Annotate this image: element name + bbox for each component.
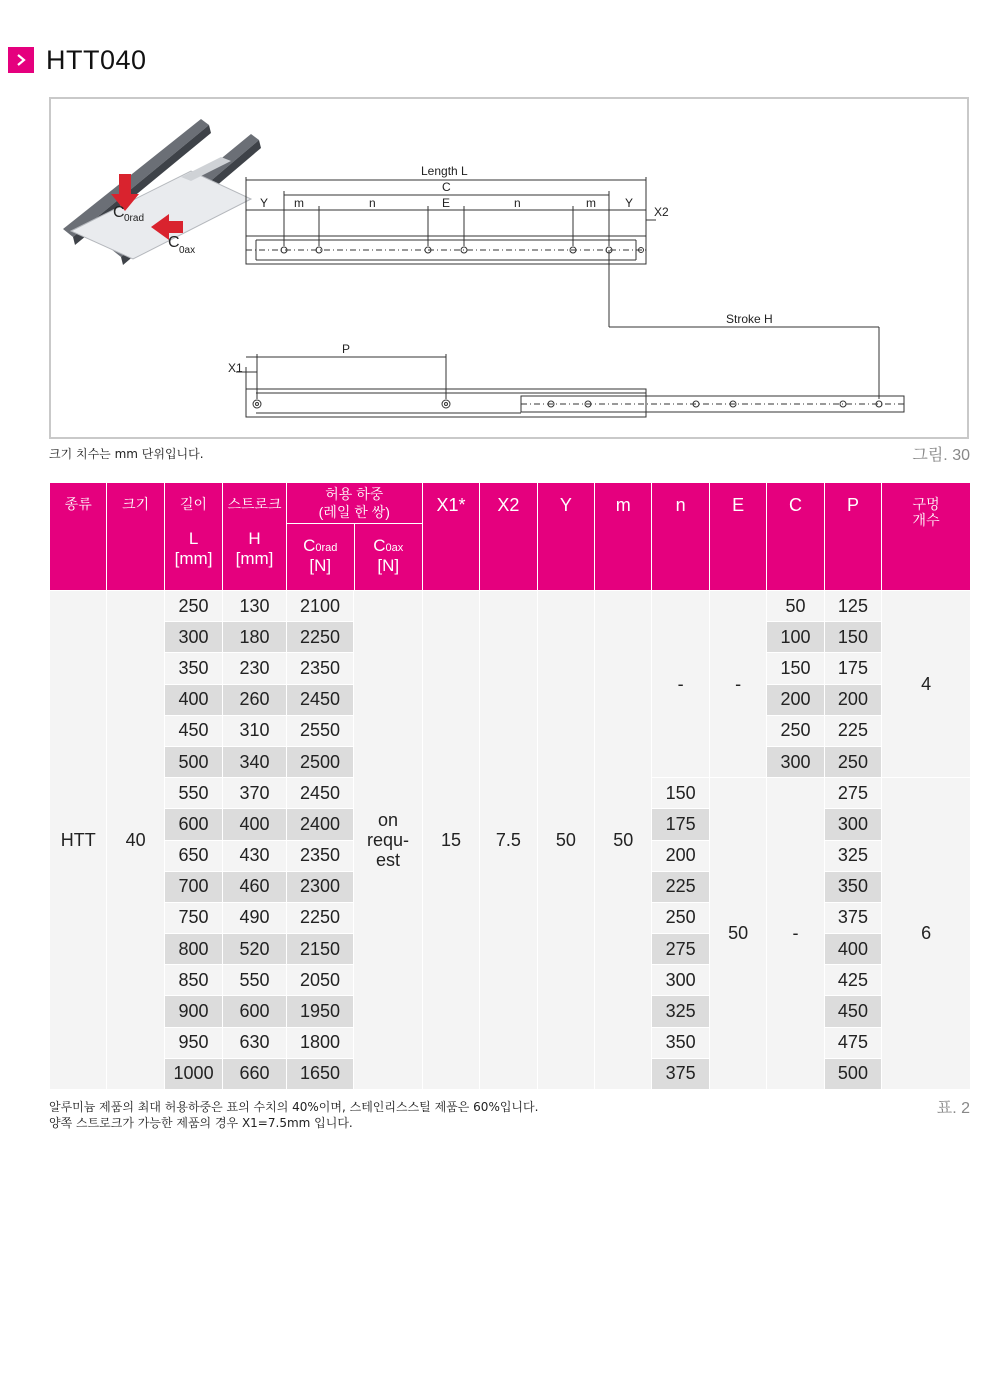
c-dim-label: C [442, 180, 451, 194]
c0rad-cell: 2350 [286, 840, 354, 871]
col-load: 허용 하중 (레일 한 쌍) C0rad [N] C0ax [N] [286, 483, 422, 591]
length-cell: 400 [164, 684, 222, 715]
e-label: E [442, 196, 451, 210]
x2-cell: 7.5 [480, 591, 537, 1090]
footnote-1: 알루미늄 제품의 최대 허용하중은 표의 수치의 40%이며, 스테인리스스틸 제품은 60%입니다. [49, 1100, 539, 1114]
e-cell: - [709, 591, 766, 778]
p-cell: 150 [824, 622, 881, 653]
c-cell: 150 [767, 653, 824, 684]
length-cell: 350 [164, 653, 222, 684]
c0rad-cell: 1800 [286, 1027, 354, 1058]
m-left-label: m [294, 196, 304, 210]
p-cell: 350 [824, 871, 881, 902]
c0rad-cell: 2250 [286, 902, 354, 933]
n-left-label: n [369, 196, 376, 210]
length-cell: 300 [164, 622, 222, 653]
c0rad-cell: 2300 [286, 871, 354, 902]
c0rad-cell: 1650 [286, 1058, 354, 1089]
p-cell: 250 [824, 746, 881, 777]
x1-label: X1 [228, 361, 243, 375]
c0ax-label: C [168, 234, 180, 251]
stroke-cell: 180 [223, 622, 286, 653]
c0rad-label: C [113, 204, 125, 221]
c0rad-header: C [303, 536, 316, 555]
page-title: HTT040 [46, 44, 147, 75]
n-cell: - [652, 591, 709, 778]
c-cell: 100 [767, 622, 824, 653]
p-cell: 200 [824, 684, 881, 715]
spec-table [49, 482, 971, 1090]
col-x1: X1* [422, 483, 479, 591]
col-m: m [595, 483, 652, 591]
p-cell: 375 [824, 902, 881, 933]
c0rad-cell: 2150 [286, 934, 354, 965]
stroke-label: Stroke H [726, 312, 773, 326]
col-y: Y [537, 483, 594, 591]
n-cell: 325 [652, 996, 709, 1027]
c-cell: 250 [767, 715, 824, 746]
stroke-cell: 310 [223, 715, 286, 746]
stroke-cell: 260 [223, 684, 286, 715]
c0rad-cell: 2350 [286, 653, 354, 684]
length-cell: 250 [164, 591, 222, 622]
length-cell: 850 [164, 965, 222, 996]
y-cell: 50 [537, 591, 594, 1090]
p-cell: 325 [824, 840, 881, 871]
n-cell: 375 [652, 1058, 709, 1089]
y-right-label: Y [625, 196, 634, 210]
length-cell: 950 [164, 1027, 222, 1058]
stroke-cell: 490 [223, 902, 286, 933]
col-n: n [652, 483, 709, 591]
col-x2: X2 [480, 483, 537, 591]
spec-table-body [50, 591, 971, 1090]
c-cell: - [767, 778, 824, 1090]
c0rad-sub: 0rad [124, 213, 145, 224]
holes-cell: 6 [882, 778, 971, 1090]
c0rad-cell: 2450 [286, 684, 354, 715]
p-cell: 425 [824, 965, 881, 996]
c0rad-cell: 2250 [286, 622, 354, 653]
length-cell: 500 [164, 746, 222, 777]
n-cell: 225 [652, 871, 709, 902]
p-cell: 400 [824, 934, 881, 965]
type-cell: HTT [50, 591, 107, 1090]
e-cell: 50 [709, 778, 766, 1090]
stroke-cell: 520 [223, 934, 286, 965]
length-cell: 450 [164, 715, 222, 746]
p-cell: 125 [824, 591, 881, 622]
col-p: P [824, 483, 881, 591]
stroke-cell: 660 [223, 1058, 286, 1089]
c0ax-cell: on requ- est [354, 591, 423, 1090]
n-cell: 250 [652, 902, 709, 933]
c-cell: 300 [767, 746, 824, 777]
p-cell: 225 [824, 715, 881, 746]
col-stroke: 스트로크 H [mm] [223, 483, 286, 591]
c-cell: 200 [767, 684, 824, 715]
n-cell: 300 [652, 965, 709, 996]
c-cell: 50 [767, 591, 824, 622]
table-row [50, 591, 971, 622]
c0rad-cell: 2100 [286, 591, 354, 622]
n-cell: 200 [652, 840, 709, 871]
col-size: 크기 [107, 483, 164, 591]
p-cell: 500 [824, 1058, 881, 1089]
chevron-right-icon [8, 47, 34, 73]
stroke-cell: 230 [223, 653, 286, 684]
x2-label: X2 [654, 205, 669, 219]
c0rad-cell: 2450 [286, 778, 354, 809]
col-holes: 구멍 개수 [882, 483, 971, 591]
length-cell: 550 [164, 778, 222, 809]
col-type: 종류 [50, 483, 107, 591]
x1-cell: 15 [422, 591, 479, 1090]
length-cell: 750 [164, 902, 222, 933]
c0rad-cell: 1950 [286, 996, 354, 1027]
rail-extended-view [236, 354, 904, 417]
dimension-drawing [49, 97, 969, 439]
c0rad-cell: 2400 [286, 809, 354, 840]
stroke-cell: 130 [223, 591, 286, 622]
length-cell: 900 [164, 996, 222, 1027]
stroke-cell: 400 [223, 809, 286, 840]
p-cell: 175 [824, 653, 881, 684]
length-cell: 700 [164, 871, 222, 902]
n-cell: 350 [652, 1027, 709, 1058]
holes-cell: 4 [882, 591, 971, 778]
stroke-cell: 460 [223, 871, 286, 902]
p-cell: 275 [824, 778, 881, 809]
length-cell: 800 [164, 934, 222, 965]
stroke-cell: 550 [223, 965, 286, 996]
figure-caption: 크기 치수는 mm 단위입니다. [49, 447, 204, 461]
length-cell: 650 [164, 840, 222, 871]
c0ax-header: C [373, 536, 386, 555]
c0rad-cell: 2500 [286, 746, 354, 777]
y-left-label: Y [260, 196, 269, 210]
n-cell: 150 [652, 778, 709, 809]
figure-number: 그림. 30 [912, 447, 970, 464]
col-length: 길이 L [mm] [164, 483, 222, 591]
p-label: P [342, 342, 351, 356]
top-view-labels [260, 164, 669, 219]
size-cell: 40 [107, 591, 164, 1090]
n-cell: 175 [652, 809, 709, 840]
p-cell: 475 [824, 1027, 881, 1058]
c0ax-sub: 0ax [179, 245, 196, 256]
rail-3d-illustration [63, 119, 261, 265]
section-header [8, 44, 147, 76]
table-number: 표. 2 [936, 1100, 970, 1117]
length-cell: 1000 [164, 1058, 222, 1089]
length-cell: 600 [164, 809, 222, 840]
c0rad-cell: 2550 [286, 715, 354, 746]
p-cell: 450 [824, 996, 881, 1027]
stroke-dimension [609, 327, 879, 399]
col-e: E [709, 483, 766, 591]
stroke-cell: 630 [223, 1027, 286, 1058]
n-right-label: n [514, 196, 521, 210]
c0rad-cell: 2050 [286, 965, 354, 996]
m-cell: 50 [595, 591, 652, 1090]
stroke-cell: 600 [223, 996, 286, 1027]
col-c: C [767, 483, 824, 591]
p-cell: 300 [824, 809, 881, 840]
stroke-cell: 370 [223, 778, 286, 809]
footnote-2: 양쪽 스트로크가 가능한 제품의 경우 X1=7.5mm 입니다. [49, 1116, 353, 1130]
m-right-label: m [586, 196, 596, 210]
length-label: Length L [421, 164, 468, 178]
stroke-cell: 430 [223, 840, 286, 871]
n-cell: 275 [652, 934, 709, 965]
stroke-cell: 340 [223, 746, 286, 777]
